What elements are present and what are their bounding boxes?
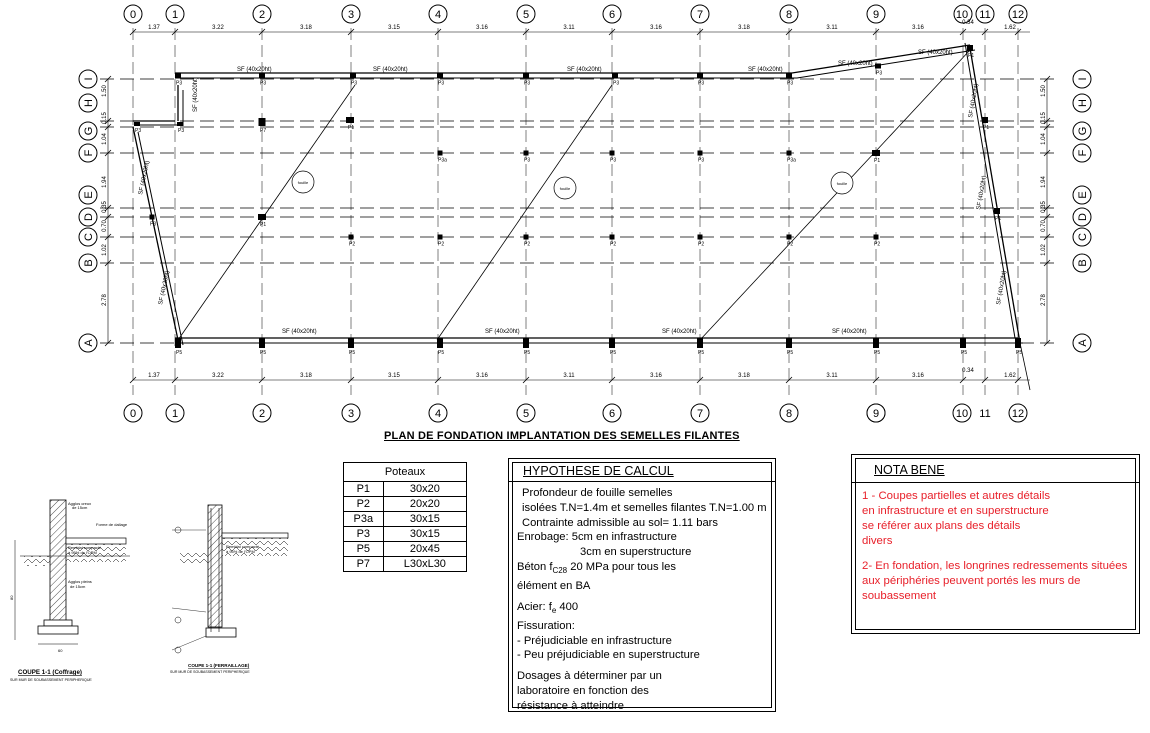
- footing-base: [206, 628, 236, 637]
- post-size: 30x15: [383, 527, 466, 542]
- dimension-value: 1.62: [1004, 25, 1016, 31]
- post-label: P1: [983, 125, 990, 131]
- nota-line: en infrastructure et en superstructure: [862, 505, 1049, 517]
- axis-label-x: 10: [955, 9, 969, 21]
- axis-label-y: F: [1077, 149, 1089, 157]
- label-forme: Forme de dallage: [96, 522, 128, 527]
- post-label: P5: [787, 350, 794, 356]
- post-label: P7: [260, 128, 267, 134]
- hyp-line: isolées T.N=1.4m et semelles filantes T.N=1.00 m: [522, 501, 767, 514]
- dim-80: 80: [9, 595, 14, 600]
- post-p3: [698, 151, 703, 156]
- axis-label-x: 0: [129, 9, 137, 21]
- axis-label-y: B: [1077, 259, 1089, 267]
- hyp-beton-value: 20 MPa pour tous les: [567, 560, 676, 573]
- callout-marker: [175, 647, 181, 653]
- axis-label-x: 4: [434, 9, 442, 21]
- dimension-value: 1.04: [1041, 133, 1047, 145]
- hyp-line: 3cm en superstructure: [580, 546, 692, 559]
- axis-label-y: D: [83, 213, 95, 221]
- post-size: 30x20: [383, 482, 466, 497]
- post-label: P2: [438, 241, 445, 248]
- axis-label-y: E: [1077, 191, 1089, 199]
- post-p5: [348, 338, 354, 348]
- dimension-value: 3.16: [650, 25, 662, 31]
- post-p5: [786, 338, 792, 348]
- post-label: P3: [876, 70, 883, 77]
- post-label: P1: [260, 222, 267, 228]
- dimension-value: 1.02: [102, 244, 108, 256]
- section-2-title: COUPE 1-1 (FERRAILLAGE): [188, 663, 250, 668]
- axis-label-x: 6: [608, 408, 616, 420]
- leader: [172, 636, 206, 650]
- post-p3: [612, 74, 618, 79]
- footing-label: SF (40x20ht): [373, 67, 408, 73]
- label-remblai: Remblai compacté: [68, 545, 102, 550]
- post-p5: [175, 338, 181, 348]
- post-label: P3: [176, 80, 183, 87]
- post-label: P2: [349, 241, 356, 248]
- nota-body: [862, 489, 1137, 614]
- axis-label-x: 12: [1011, 9, 1025, 21]
- post-size: 20x20: [383, 497, 466, 512]
- footing-walls: [133, 43, 1030, 390]
- footing-label: SF (40x20ht): [968, 83, 980, 119]
- post-label: P3: [698, 80, 705, 87]
- post-label: P3: [260, 80, 267, 87]
- fouille-label: fouille: [297, 180, 309, 185]
- hypothese-title: HYPOTHESE DE CALCUL: [523, 464, 674, 478]
- dimension-value: 3.22: [212, 373, 224, 379]
- post-label: P3: [135, 128, 142, 134]
- post-p3: [610, 151, 615, 156]
- post-p2: [874, 235, 879, 240]
- diagonal-line: [178, 85, 355, 340]
- section-2-sub: SUR MUR DE SOUBASSEMENT PERIPHERIQUE: [170, 670, 250, 674]
- post-name: P7: [344, 557, 384, 572]
- axis-label-y: I: [83, 77, 95, 81]
- dimension-value: 1.37: [148, 373, 160, 379]
- axis-label-x: 8: [785, 9, 793, 21]
- hypothese-divider: [509, 481, 775, 482]
- post-label: P3: [351, 80, 358, 87]
- hyp-line: élément en BA: [517, 580, 591, 593]
- slab: [66, 538, 126, 544]
- dimension-value: 3.18: [738, 373, 750, 379]
- table-row: [344, 482, 467, 497]
- post-label: P2: [524, 241, 531, 248]
- post-label: P3: [524, 80, 531, 87]
- axis-label-x: 3: [347, 408, 355, 420]
- post-p5: [523, 338, 529, 348]
- label-agglo-pleins-2: de 15cm: [70, 584, 86, 589]
- ground-left: [180, 553, 208, 563]
- axis-label-y: D: [1077, 213, 1089, 221]
- post-p2: [698, 235, 703, 240]
- dimension-value: 2.78: [102, 294, 108, 306]
- post-label: P5: [1016, 350, 1023, 356]
- axis-label-x: 11: [979, 9, 991, 21]
- post-size: 30x15: [383, 512, 466, 527]
- diagonal-line: [437, 85, 612, 340]
- footing-base: [38, 626, 78, 634]
- plan-posts: [134, 45, 1022, 356]
- ground-left: [24, 556, 50, 566]
- axis-label-x: 5: [522, 9, 530, 21]
- post-label: P1: [874, 158, 881, 164]
- table-row: [344, 497, 467, 512]
- table-row: [344, 512, 467, 527]
- post-size: 20x45: [383, 542, 466, 557]
- label-remblai: Remblai compacté: [226, 544, 260, 549]
- hyp-line: [517, 600, 773, 619]
- post-p3a: [787, 151, 792, 156]
- post-label: P5: [176, 350, 183, 356]
- footing-label: SF (40x20ht): [976, 175, 988, 211]
- wall-block: [208, 505, 222, 627]
- post-label: P3: [613, 80, 620, 87]
- hyp-line: - Préjudiciable en infrastructure: [517, 634, 672, 647]
- axis-label-x: 10: [955, 408, 969, 420]
- dimension-value: 3.18: [738, 25, 750, 31]
- footing-block: [44, 620, 72, 626]
- footing-label: SF (40x20ht): [832, 329, 867, 335]
- posts-table-header: Poteaux: [344, 463, 467, 482]
- hyp-line: résistance à atteindre: [517, 699, 624, 712]
- axis-label-y: C: [83, 233, 95, 241]
- axis-label-y: G: [1077, 126, 1089, 136]
- hyp-line: Profondeur de fouille semelles: [522, 487, 673, 499]
- post-p5: [609, 338, 615, 348]
- label-agglo-pleins: Agglos pleins: [68, 579, 92, 584]
- post-name: P3a: [344, 512, 384, 527]
- axis-label-y: C: [1077, 233, 1089, 241]
- post-label: P1: [968, 53, 975, 59]
- axis-label-y: E: [83, 191, 95, 199]
- post-name: P1: [344, 482, 384, 497]
- post-p3: [150, 215, 155, 220]
- post-p5: [873, 338, 879, 348]
- hyp-line: Contrainte admissible au sol= 1.11 bars: [522, 516, 718, 529]
- hyp-acier-label: Acier: f: [517, 600, 552, 613]
- post-label: P5: [260, 350, 267, 356]
- dimension-value: 0.35: [1041, 201, 1047, 213]
- post-p2: [524, 235, 529, 240]
- post-p3: [524, 151, 529, 156]
- post-label: P3: [787, 80, 794, 87]
- dimension-value: 3.11: [563, 25, 575, 31]
- post-p1: [994, 208, 1000, 214]
- post-p3: [523, 74, 529, 79]
- hypothese-box: [508, 458, 776, 712]
- section-coffrage: [9, 500, 130, 682]
- nota-paragraph-2: [862, 559, 1137, 604]
- dimension-lines: [102, 20, 1050, 383]
- post-label: P3a: [438, 157, 447, 164]
- post-p3a: [438, 151, 443, 156]
- axis-label-x: 12: [1011, 408, 1025, 420]
- post-p3: [875, 64, 881, 69]
- post-p7: [259, 118, 266, 126]
- post-label: P3: [610, 157, 617, 164]
- nota-line: aux périphéries peuvent portés les murs de: [862, 575, 1081, 587]
- dimension-value: 1.02: [1041, 244, 1047, 256]
- dimension-value: 3.15: [388, 373, 400, 379]
- leader: [172, 608, 206, 612]
- axis-label-y: A: [1077, 339, 1089, 347]
- axis-label-x: 9: [872, 408, 880, 420]
- axis-label-x: 4: [434, 408, 442, 420]
- callout-marker: [175, 617, 181, 623]
- post-p5: [960, 338, 966, 348]
- post-p1: [258, 214, 266, 220]
- post-label: P3: [524, 157, 531, 164]
- post-label: P5: [349, 350, 356, 356]
- dimension-value: 3.16: [476, 25, 488, 31]
- axis-label-y: I: [1077, 77, 1089, 81]
- fouille-label: fouille: [559, 186, 571, 191]
- post-p1: [982, 117, 988, 123]
- hyp-line: Fissuration:: [517, 619, 575, 632]
- post-p3: [177, 122, 183, 126]
- grid-lines: [100, 28, 1055, 395]
- hyp-line: Enrobage: 5cm en infrastructure: [517, 531, 677, 544]
- post-p1: [967, 45, 973, 51]
- dimension-value: 3.16: [476, 373, 488, 379]
- nota-title: NOTA BENE: [874, 463, 945, 477]
- post-p2: [349, 235, 354, 240]
- hyp-line: [517, 560, 773, 579]
- hyp-line: - Peu préjudiciable en superstructure: [517, 649, 700, 662]
- footing-label: SF (40x20ht): [918, 50, 953, 56]
- diagonal-line: [700, 50, 970, 340]
- post-label: P3: [438, 80, 445, 87]
- footing-label: SF (40x20ht): [748, 67, 783, 73]
- post-size: L30xL30: [383, 557, 466, 572]
- dimension-value: 1.94: [102, 176, 108, 188]
- dimension-value: 1.50: [102, 85, 108, 97]
- dimension-value: 1.94: [1041, 176, 1047, 188]
- dimension-value: 1.62: [1004, 373, 1016, 379]
- nota-line: 1 - Coupes partielles et autres détails: [862, 490, 1051, 502]
- post-label: P2: [698, 241, 705, 248]
- dimension-value: 0.35: [102, 201, 108, 213]
- post-p2: [610, 235, 615, 240]
- table-row: [344, 557, 467, 572]
- section-details: [0, 485, 300, 685]
- post-label: P3: [698, 157, 705, 164]
- dim-60: 60: [58, 648, 63, 653]
- axis-label-x: 0: [129, 408, 137, 420]
- dimension-value: 0.70: [1041, 220, 1047, 232]
- dimension-value: 3.16: [650, 373, 662, 379]
- label-remblai-2: à 95% de l'OPM: [68, 550, 97, 555]
- dimension-value: 3.11: [826, 373, 838, 379]
- table-row: [344, 527, 467, 542]
- post-p3: [175, 74, 181, 79]
- post-label: P5: [610, 350, 617, 356]
- nota-divider: [852, 482, 1139, 483]
- footing-label: SF (40x20ht): [138, 160, 152, 196]
- post-label: P3: [178, 128, 185, 134]
- hyp-acier-value: 400: [556, 600, 579, 613]
- post-p3: [786, 74, 792, 79]
- post-name: P3: [344, 527, 384, 542]
- axis-label-x: 6: [608, 9, 616, 21]
- axis-label-x: 7: [696, 408, 704, 420]
- axis-label-x: 3: [347, 9, 355, 21]
- post-label: P5: [961, 350, 968, 356]
- post-p5: [437, 338, 443, 348]
- post-p1: [346, 117, 354, 123]
- dimension-value: 0.70: [102, 220, 108, 232]
- post-p3: [259, 74, 265, 79]
- post-p5: [259, 338, 265, 348]
- footing-label: SF (40x20ht): [158, 270, 172, 306]
- dimension-value: 3.22: [212, 25, 224, 31]
- nota-line: soubassement: [862, 590, 937, 602]
- footing-label: SF (40x20ht): [193, 77, 199, 112]
- post-p3: [697, 74, 703, 79]
- dimension-value: 0.15: [1041, 112, 1047, 124]
- dimension-value: 3.18: [300, 373, 312, 379]
- footing-label: SF (40x20ht): [282, 329, 317, 335]
- dimension-value: 0.34: [962, 20, 974, 26]
- footing-label: SF (40x20ht): [662, 329, 697, 335]
- diagonal-section-lines: [178, 50, 970, 340]
- post-p2: [787, 235, 792, 240]
- axis-label-y: B: [83, 259, 95, 267]
- post-p5: [697, 338, 703, 348]
- section-1-title: COUPE 1-1 (Coffrage): [18, 669, 82, 676]
- dimension-value: 3.16: [912, 373, 924, 379]
- post-label: P5: [438, 350, 445, 356]
- post-p2: [438, 235, 443, 240]
- post-label: P3: [150, 221, 157, 228]
- footing-label: SF (40x20ht): [567, 67, 602, 73]
- dimension-value: 3.15: [388, 25, 400, 31]
- axis-label-x: 9: [872, 9, 880, 21]
- post-p5: [1015, 338, 1021, 348]
- section-ferraillage: [170, 505, 288, 674]
- post-label: P1: [348, 125, 355, 131]
- axis-label-x: 5: [522, 408, 530, 420]
- axis-label-x: 11: [979, 408, 991, 420]
- axis-label-y: G: [83, 126, 95, 136]
- footing-label: SF (40x20ht): [485, 329, 520, 335]
- hyp-line: laboratoire en fonction des: [517, 685, 649, 698]
- table-row: [344, 542, 467, 557]
- posts-table: [343, 462, 467, 572]
- post-p1: [872, 150, 880, 156]
- post-label: P2: [610, 241, 617, 248]
- dimension-value: 3.11: [826, 25, 838, 31]
- wall-block: [50, 500, 66, 622]
- footing-label: SF (40x20ht): [996, 270, 1008, 306]
- hyp-beton-sub: C28: [552, 566, 568, 576]
- dimension-value: 0.15: [102, 112, 108, 124]
- post-p3: [437, 74, 443, 79]
- post-label: P2: [874, 241, 881, 248]
- axis-label-x: 7: [696, 9, 704, 21]
- dimension-value: 1.04: [102, 133, 108, 145]
- axis-label-y: H: [1077, 99, 1089, 107]
- hyp-line: Dosages à déterminer par un: [517, 670, 662, 683]
- fouille-label: fouille: [836, 181, 848, 186]
- label-remblai-2: à 95% de l'OPM: [226, 549, 255, 554]
- hypothese-body: [517, 486, 773, 714]
- dimension-value: 1.50: [1041, 85, 1047, 97]
- plan-title: PLAN DE FONDATION IMPLANTATION DES SEMELLES FILANTES: [384, 430, 740, 442]
- footing-wall-outer: [133, 127, 178, 340]
- dimension-value: 0.34: [962, 368, 974, 374]
- dimension-value: 2.78: [1041, 294, 1047, 306]
- axis-label-x: 1: [171, 408, 179, 420]
- post-p3: [350, 74, 356, 79]
- axis-label-y: F: [83, 149, 95, 157]
- nota-paragraph-1: [862, 489, 1137, 549]
- hyp-acier-sub: e: [551, 606, 557, 616]
- label-agglo-creux-2: de 15cm: [72, 505, 88, 510]
- post-p3: [134, 122, 140, 126]
- dimension-value: 1.37: [148, 25, 160, 31]
- axis-label-x: 8: [785, 408, 793, 420]
- post-label: P5: [698, 350, 705, 356]
- post-label: P2: [787, 241, 794, 248]
- nota-bene-box: [851, 454, 1140, 634]
- post-label: P3a: [787, 157, 796, 164]
- slab: [222, 533, 288, 538]
- dimension-value: 3.16: [912, 25, 924, 31]
- section-1-sub: SUR MUR DE SOUBASSEMENT PERIPHERIQUE: [10, 678, 92, 682]
- nota-line: divers: [862, 535, 893, 547]
- post-label: P5: [524, 350, 531, 356]
- axis-label-y: H: [83, 99, 95, 107]
- label-agglo-creux: Agglos creux: [68, 501, 92, 506]
- axis-label-x: 2: [258, 9, 266, 21]
- axis-label-x: 2: [258, 408, 266, 420]
- post-name: P5: [344, 542, 384, 557]
- post-label: P1: [995, 216, 1002, 222]
- hyp-beton-label: Béton f: [517, 560, 553, 573]
- axis-label-x: 1: [171, 9, 179, 21]
- footing-label: SF (40x20ht): [838, 61, 873, 67]
- dimension-value: 3.11: [563, 373, 575, 379]
- footing-label: SF (40x20ht): [237, 67, 272, 73]
- axis-label-y: A: [83, 339, 95, 347]
- nota-line: se référer aux plans des détails: [862, 520, 1021, 532]
- dimension-value: 3.18: [300, 25, 312, 31]
- nota-line: 2- En fondation, les longrines redressements situées: [862, 560, 1128, 572]
- post-label: P5: [874, 350, 881, 356]
- post-name: P2: [344, 497, 384, 512]
